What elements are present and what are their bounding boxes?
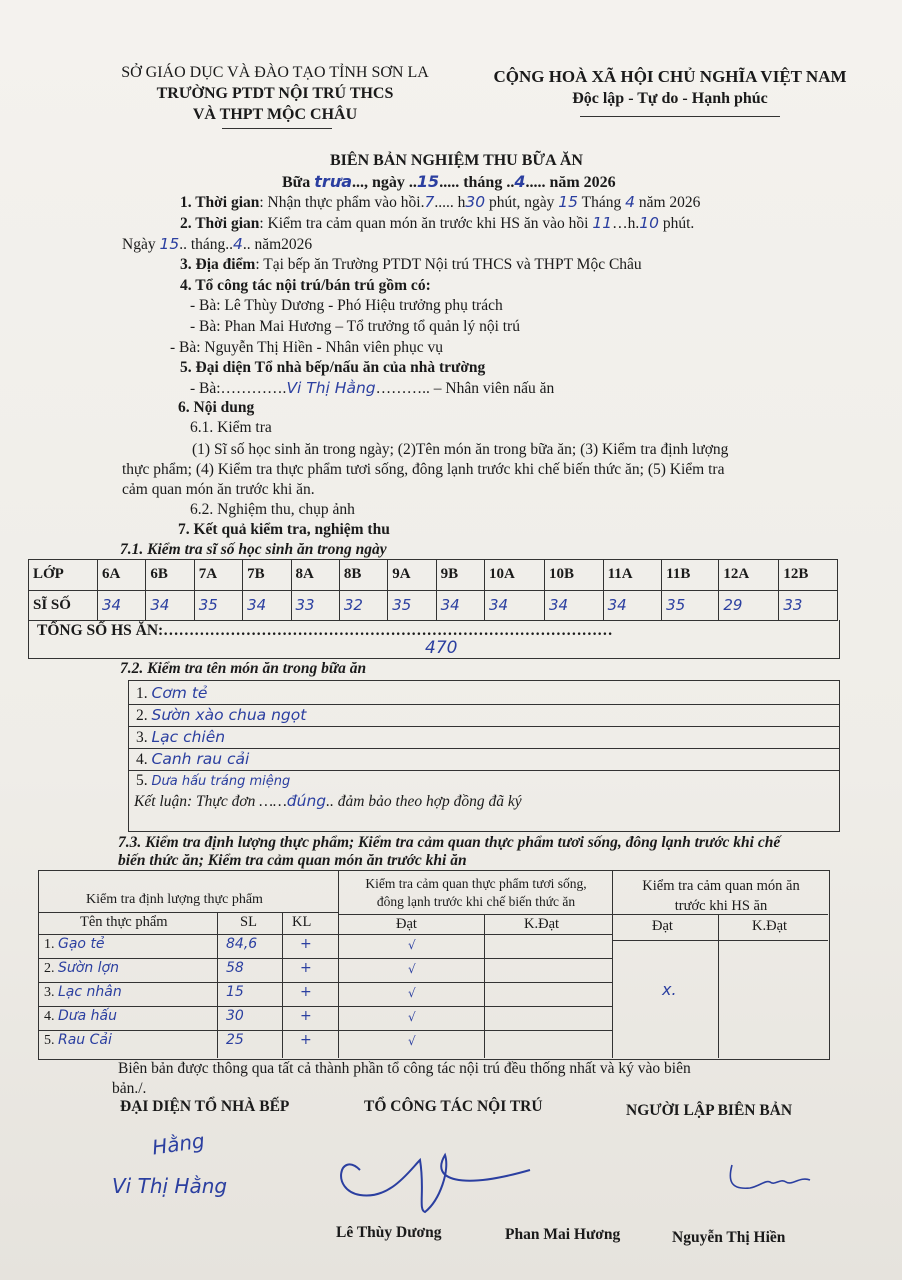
document-title: BIÊN BẢN NGHIỆM THU BỮA ĂN [330, 152, 583, 169]
class-cell: 7B [243, 560, 291, 591]
food-kl: + [300, 1008, 312, 1024]
school-name-line1: TRƯỜNG PTDT NỘI TRÚ THCS [156, 85, 394, 102]
item-6-1: 6.1. Kiểm tra [190, 419, 272, 436]
class-cell: 10B [545, 560, 604, 591]
item-6: 6. Nội dung [178, 399, 255, 416]
header-meal-1: Kiểm tra cảm quan món ăn [642, 878, 800, 894]
col-divider [484, 914, 485, 1058]
class-cell: 9B [436, 560, 484, 591]
fresh-dat: √ [408, 1010, 416, 1024]
dish-divider [128, 704, 840, 705]
signer-name-2: Phan Mai Hương [505, 1226, 621, 1243]
kitchen-rep: - Bà:………….Vi Thị Hằng……….. – Nhân viên nấu ăn [190, 379, 555, 397]
food-row: 1. Gạo tẻ [44, 936, 105, 952]
closing-line-1: Biên bản được thông qua tất cả thành phần tổ công tác nội trú đều thống nhất và ký vào biên [118, 1060, 691, 1077]
header-meal-2: trước khi HS ăn [674, 898, 768, 914]
count-cell: 33 [779, 590, 838, 621]
meal-line: Bữa trưa..., ngày ..15..... tháng ..4..... năm 2026 [282, 172, 616, 191]
col-divider [612, 870, 613, 1058]
count-cell: 34 [485, 590, 545, 621]
header-right [480, 66, 860, 110]
header-quantity: Kiểm tra định lượng thực phẩm [86, 892, 263, 907]
col-divider [718, 914, 719, 1058]
food-row: 4. Dưa hấu [44, 1008, 118, 1024]
count-cell: 34 [146, 590, 194, 621]
header-fresh-1: Kiểm tra cảm quan thực phẩm tươi sống, [365, 876, 587, 891]
food-row: 3. Lạc nhân [44, 984, 122, 1000]
class-cell: 12B [779, 560, 838, 591]
fresh-dat: √ [408, 962, 416, 976]
section-7-1-title: 7.1. Kiểm tra sĩ số học sinh ăn trong ngày [120, 541, 387, 558]
signer-name-1: Lê Thùy Dương [336, 1224, 442, 1241]
row-divider [612, 940, 828, 941]
item-7: 7. Kết quả kiểm tra, nghiệm thu [178, 521, 390, 538]
food-sl: 15 [226, 984, 244, 1000]
committee-signature-stroke [341, 1155, 530, 1212]
dish-item: 2. Sườn xào chua ngọt [136, 706, 307, 724]
food-kl: + [300, 960, 312, 976]
count-row-label: SĨ SỐ [29, 590, 98, 621]
count-cell: 29 [719, 590, 779, 621]
author-signature [720, 1160, 830, 1200]
header-dat-2: Đạt [652, 918, 673, 934]
total-box [28, 620, 840, 659]
class-row [29, 560, 838, 591]
section-7-2-title: 7.2. Kiểm tra tên món ăn trong bữa ăn [120, 660, 367, 677]
header-sl: SL [240, 914, 257, 930]
agency-name: SỞ GIÁO DỤC VÀ ĐÀO TẠO TỈNH SƠN LA [121, 64, 429, 81]
class-cell: 8A [291, 560, 339, 591]
meal-value: trưa [314, 172, 353, 191]
class-cell: 9A [388, 560, 436, 591]
fresh-dat: √ [408, 986, 416, 1000]
food-sl: 58 [226, 960, 244, 976]
item-2: 2. Thời gian: Kiểm tra cảm quan món ăn trước khi HS ăn vào hồi 11…h.10 phút. [180, 214, 695, 232]
count-cell: 35 [388, 590, 436, 621]
dish-divider [128, 726, 840, 727]
sig-title-committee: TỔ CÔNG TÁC NỘI TRÚ [364, 1098, 543, 1115]
fresh-dat: √ [408, 938, 416, 952]
dish-item: 3. Lạc chiên [136, 728, 226, 746]
member-2: - Bà: Phan Mai Hương – Tổ trưởng tổ quản lý nội trú [190, 318, 520, 335]
count-row [29, 590, 838, 621]
count-cell: 34 [603, 590, 662, 621]
header-right-underline [580, 116, 780, 117]
sig-title-kitchen: ĐẠI DIỆN TỔ NHÀ BẾP [120, 1098, 290, 1115]
item-6-1-p2: thực phẩm; (4) Kiểm tra thực phẩm tươi sống, đông lạnh trước khi chế biến thức ăn; (5) Kiểm tra [122, 461, 725, 478]
item-3: 3. Địa điểm: Tại bếp ăn Trường PTDT Nội trú THCS và THPT Mộc Châu [180, 256, 642, 273]
row-divider [38, 1030, 612, 1031]
section-7-3-title-2: biến thức ăn; Kiểm tra cảm quan món ăn trước khi ăn [118, 852, 467, 869]
row-divider [38, 1006, 612, 1007]
food-sl: 30 [226, 1008, 244, 1024]
section-7-3-title-1: 7.3. Kiểm tra định lượng thực phẩm; Kiểm tra cảm quan thực phẩm tươi sống, đông lạnh trước khi chế [118, 834, 781, 851]
header-kdat-2: K.Đạt [752, 918, 788, 934]
class-cell: 10A [485, 560, 545, 591]
count-cell: 35 [662, 590, 719, 621]
class-cell: 6A [98, 560, 146, 591]
menu-conclusion: Kết luận: Thực đơn ……đúng.. đảm bảo theo hợp đồng đã ký [134, 792, 522, 810]
food-kl: + [300, 984, 312, 1000]
row-divider [38, 912, 338, 913]
total-value: 470 [425, 638, 458, 658]
class-cell: 11A [603, 560, 662, 591]
count-cell: 33 [291, 590, 339, 621]
count-cell: 32 [339, 590, 387, 621]
item-1: 1. Thời gian: Nhận thực phẩm vào hồi.7..... h30 phút, ngày 15 Tháng 4 năm 2026 [180, 193, 701, 211]
meal-day: 15 [416, 172, 440, 191]
food-kl: + [300, 936, 312, 952]
header-kdat: K.Đạt [524, 916, 560, 932]
item-5: 5. Đại diện Tổ nhà bếp/nấu ăn của nhà trường [180, 359, 486, 376]
row-divider [38, 958, 612, 959]
committee-signature [330, 1140, 540, 1220]
class-cell: 8B [339, 560, 387, 591]
author-signature-stroke [730, 1165, 810, 1188]
class-cell: 7A [194, 560, 242, 591]
dish-item: 5. Dưa hấu tráng miệng [136, 772, 291, 789]
attendance-table [28, 559, 838, 621]
header-left [110, 62, 440, 125]
row-divider [38, 982, 612, 983]
food-row: 2. Sườn lợn [44, 960, 119, 976]
header-left-underline [222, 128, 332, 129]
dish-item: 1. Cơm tẻ [136, 684, 208, 702]
food-sl: 25 [226, 1032, 244, 1048]
meal-month: 4 [514, 172, 526, 191]
member-1: - Bà: Lê Thùy Dương - Phó Hiệu trưởng phụ trách [190, 297, 503, 314]
header-kl: KL [292, 914, 312, 930]
count-cell: 34 [545, 590, 604, 621]
country-name: CỘNG HOÀ XÃ HỘI CHỦ NGHĨA VIỆT NAM [493, 67, 847, 86]
count-cell: 35 [194, 590, 242, 621]
signer-name-3: Nguyễn Thị Hiền [672, 1229, 786, 1246]
item-2-date: Ngày 15.. tháng..4.. năm2026 [122, 235, 313, 253]
item-4: 4. Tổ công tác nội trú/bán trú gồm có: [180, 277, 431, 294]
closing-line-2: bản./. [112, 1080, 147, 1097]
dish-item: 4. Canh rau cải [136, 750, 250, 768]
item-6-1-p1: (1) Sĩ số học sinh ăn trong ngày; (2)Tên món ăn trong bữa ăn; (3) Kiểm tra định lượng [192, 441, 729, 458]
meal-check-mark: x. [662, 980, 677, 999]
item-6-2: 6.2. Nghiệm thu, chụp ảnh [190, 501, 355, 518]
header-fresh-2: đông lạnh trước khi chế biến thức ăn [376, 894, 576, 909]
class-cell: 11B [662, 560, 719, 591]
dish-divider [128, 770, 840, 771]
item-6-1-p3: cảm quan món ăn trước khi ăn. [122, 481, 315, 498]
header-food: Tên thực phẩm [80, 914, 168, 930]
kitchen-signature: Hằng [150, 1128, 207, 1160]
count-cell: 34 [243, 590, 291, 621]
class-cell: 6B [146, 560, 194, 591]
count-cell: 34 [436, 590, 484, 621]
kitchen-signer-name: Vi Thị Hằng [112, 1174, 228, 1198]
food-kl: + [300, 1032, 312, 1048]
fresh-dat: √ [408, 1034, 416, 1048]
total-label: TỔNG SỐ HS ĂN:…………………………………………………………………………… [37, 622, 613, 639]
count-cell: 34 [98, 590, 146, 621]
class-row-label: LỚP [29, 560, 98, 591]
school-name-line2: VÀ THPT MỘC CHÂU [192, 106, 358, 123]
sig-title-author: NGƯỜI LẬP BIÊN BẢN [626, 1102, 793, 1119]
motto: Độc lập - Tự do - Hạnh phúc [572, 90, 768, 107]
class-cell: 12A [719, 560, 779, 591]
food-sl: 84,6 [226, 936, 258, 952]
row-divider [38, 934, 612, 935]
dish-divider [128, 748, 840, 749]
food-row: 5. Rau Cải [44, 1032, 112, 1048]
header-dat: Đạt [396, 916, 417, 932]
member-3: - Bà: Nguyễn Thị Hiền - Nhân viên phục vụ [170, 339, 444, 356]
